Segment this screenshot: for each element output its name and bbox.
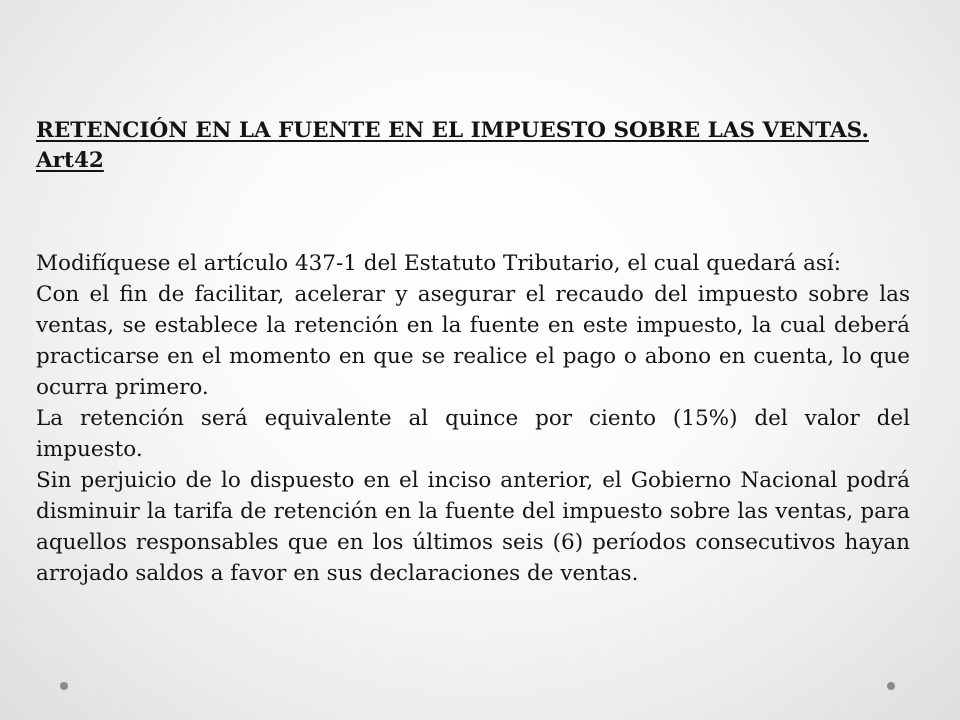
slide-title: RETENCIÓN EN LA FUENTE EN EL IMPUESTO SOBRE LAS VENTAS. Art42: [36, 118, 869, 173]
slide-body: [36, 248, 910, 589]
paragraph-exception: Sin perjuicio de lo dispuesto en el inciso anterior, el Gobierno Nacional podrá disminuir la tarifa de retención en la fuente del impuesto sobre las ventas, para aquellos responsables que en los últimos seis (6) períodos consecutivos hayan arrojado saldos a favor en sus declaraciones de ventas.: [36, 468, 910, 586]
decorative-dot-left: [60, 682, 68, 690]
paragraph-rate: La retención será equivalente al quince por ciento (15%) del valor del impuesto.: [36, 406, 910, 462]
slide-content: [36, 116, 910, 589]
paragraph-intro: Modifíquese el artículo 437-1 del Estatuto Tributario, el cual quedará así:: [36, 251, 842, 276]
paragraph-purpose: Con el fin de facilitar, acelerar y asegurar el recaudo del impuesto sobre las ventas, se establece la retención en la fuente en este impuesto, la cual deberá practicarse en el momento en que se realice el pago o abono en cuenta, lo que ocurra primero.: [36, 282, 910, 400]
decorative-dot-right: [887, 682, 895, 690]
